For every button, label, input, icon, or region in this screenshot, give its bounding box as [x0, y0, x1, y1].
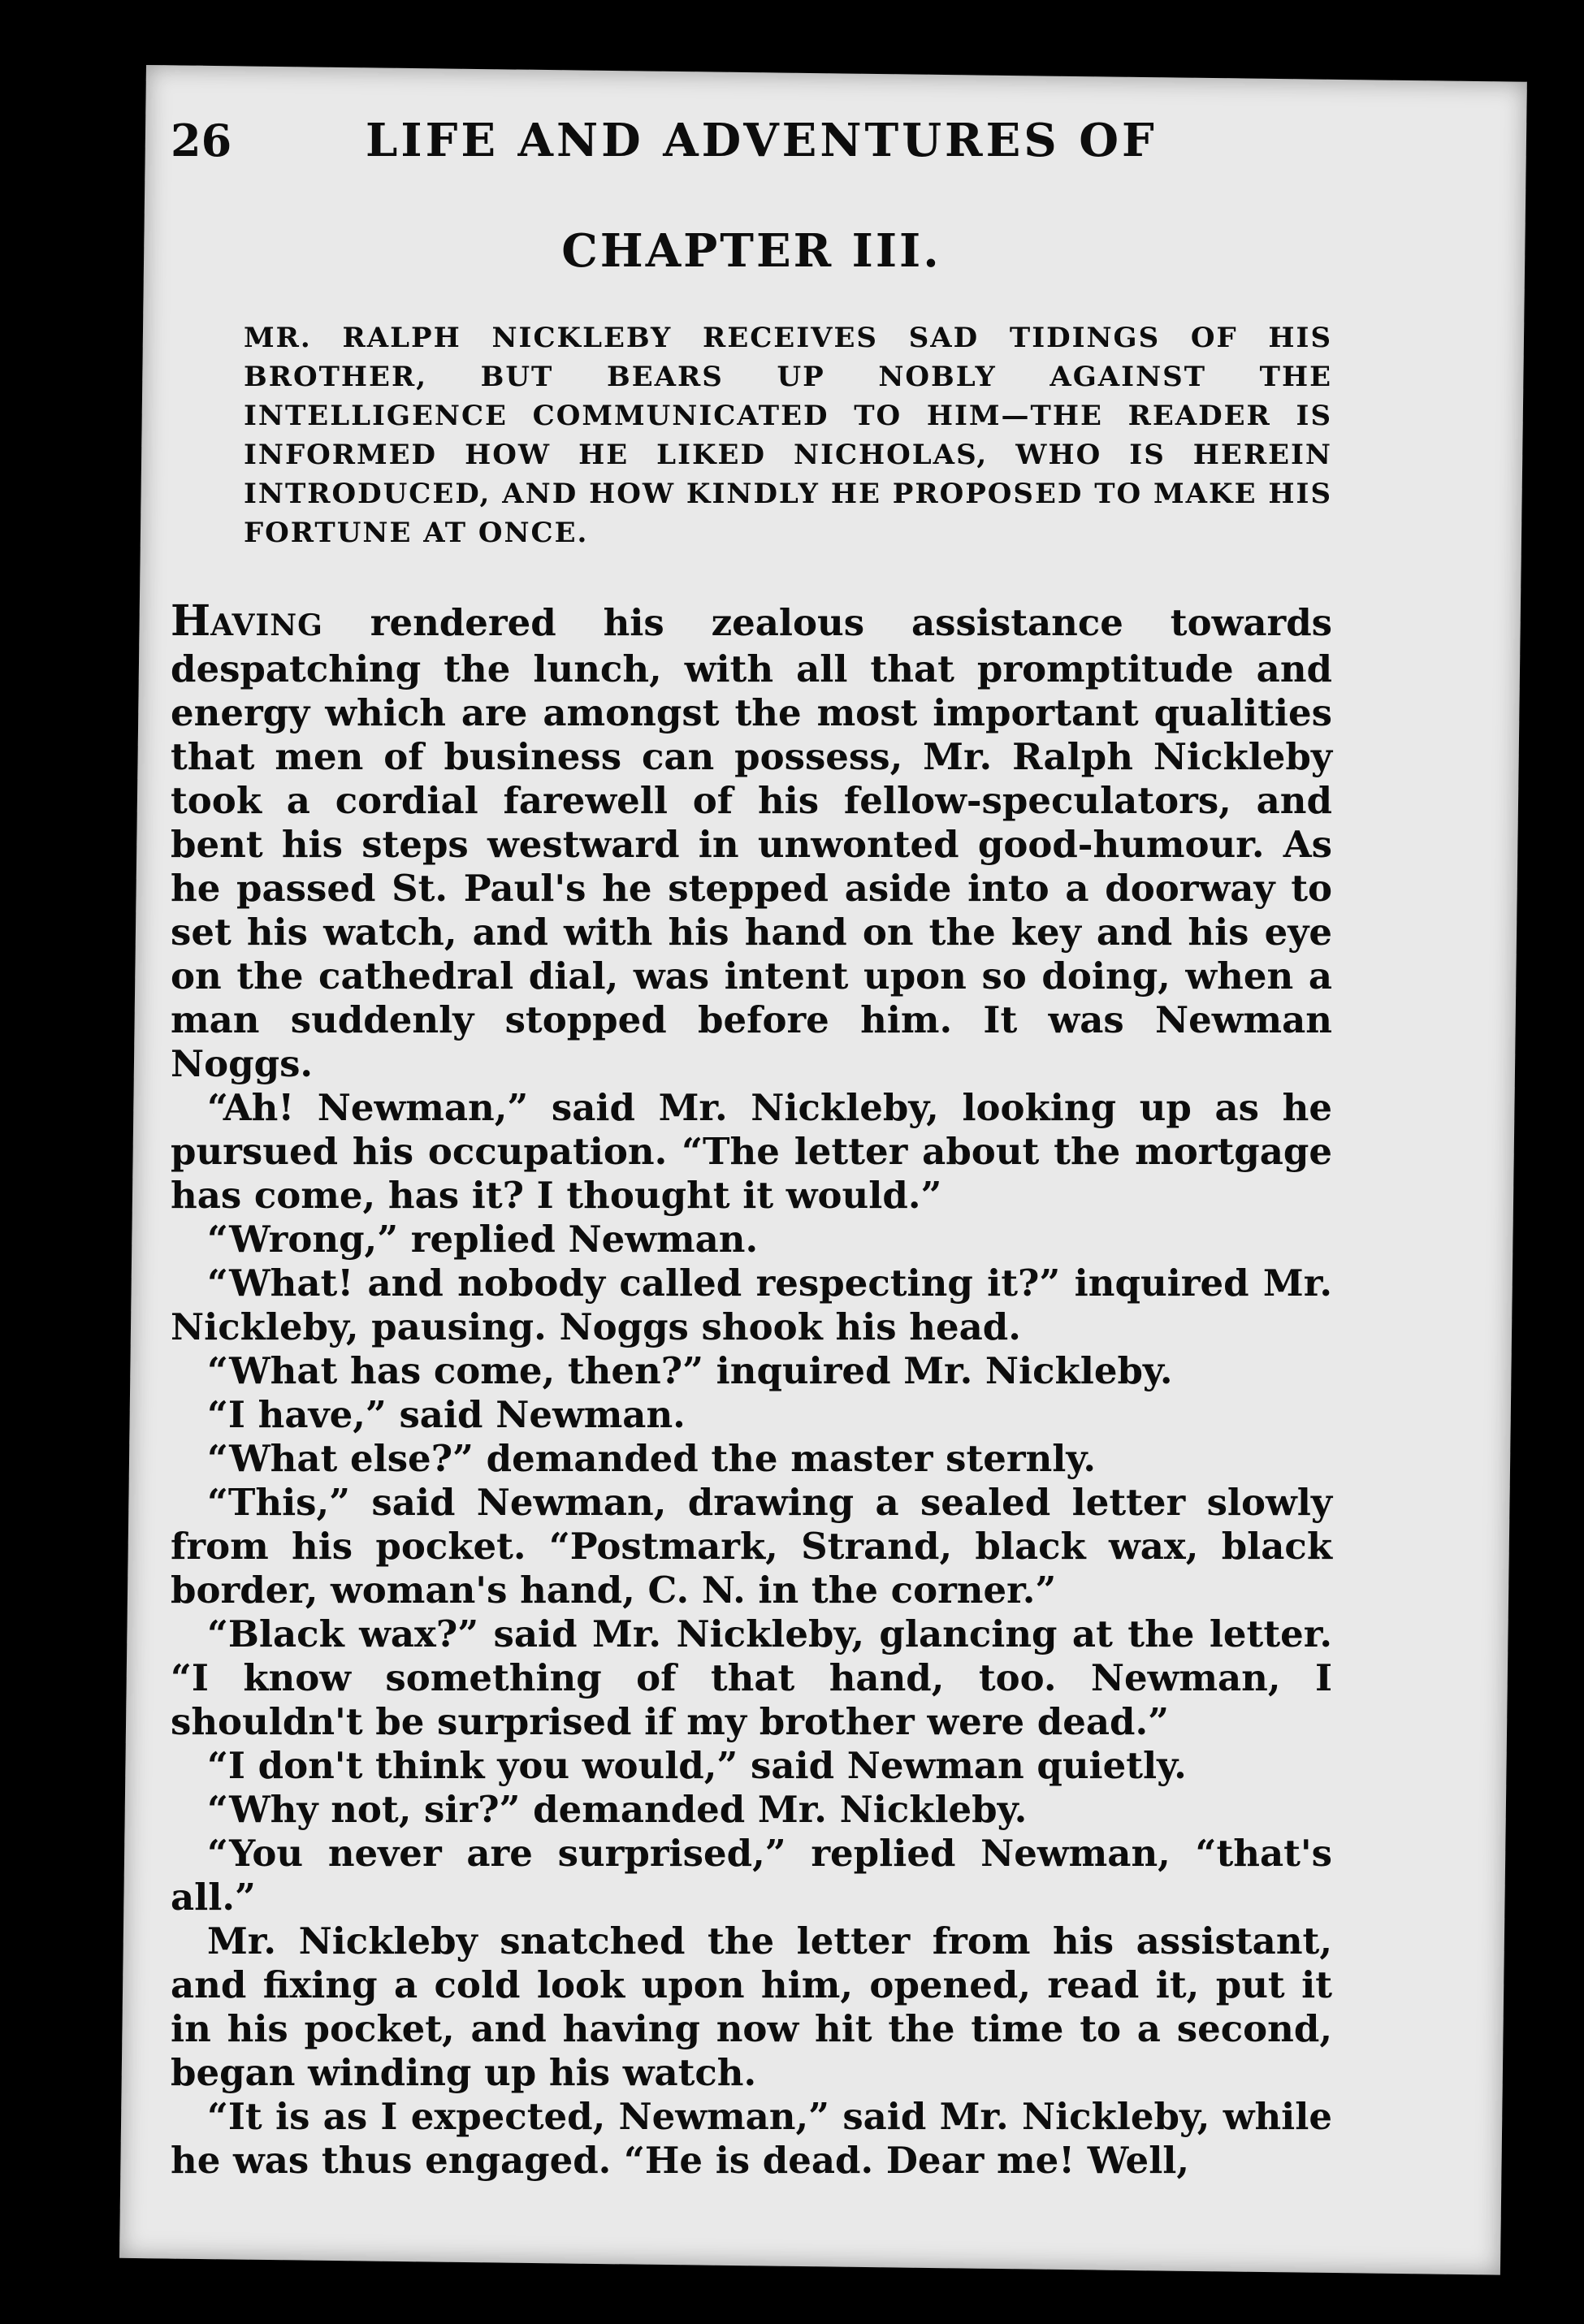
paragraph: “I have,” said Newman. [207, 1393, 686, 1436]
paragraph: “What! and nobody called respecting it?” inquired Mr. Nickleby, pausing. Noggs shook his head. [171, 1262, 1332, 1348]
running-head [171, 114, 1332, 167]
paragraph: “You never are surprised,” replied Newman, “that's all.” [171, 1832, 1332, 1919]
paragraph: “What has come, then?” inquired Mr. Nickleby. [207, 1349, 1173, 1392]
first-paragraph-text: rendered his zealous assistance towards despatching the lunch, with all that promptitude and energy which are amongst the most important qualities that men of business can possess, Mr. Ralph Nickleby took a cordial farewell of his fellow-speculators, and bent his steps westward in unwonted good-humour. As he passed St. Paul's he stepped aside into a doorway to set his watch, and with his hand on the key and his eye on the cathedral dial, was intent upon so doing, when a man suddenly stopped before him. It was Newman Noggs. [171, 601, 1332, 1085]
paragraph: “What else?” demanded the master sternly. [207, 1437, 1097, 1480]
paragraph: “It is as I expected, Newman,” said Mr. Nickleby, while he was thus engaged. “He is dead. Dear me! Well, [171, 2095, 1332, 2182]
paragraph: Mr. Nickleby snatched the letter from his assistant, and fixing a cold look upon him, opened, read it, put it in his pocket, and having now hit the time to a second, began winding up his watch. [171, 1919, 1332, 2094]
paragraph: “Black wax?” said Mr. Nickleby, glancing at the letter. “I know something of that hand, too. Newman, I shouldn't be surprised if my brother were dead.” [171, 1612, 1332, 1743]
paragraph: “Wrong,” replied Newman. [207, 1218, 759, 1261]
chapter-synopsis: MR. RALPH NICKLEBY RECEIVES SAD TIDINGS OF HIS BROTHER, BUT BEARS UP NOBLY AGAINST THE INTELLIGENCE COMMUNICATED TO HIM—THE READER IS INFORMED HOW HE LIKED NICHOLAS, WHO IS HEREIN INTRODUCED, AND HOW KINDLY HE PROPOSED TO MAKE HIS FORTUNE AT ONCE. [244, 322, 1332, 549]
first-paragraph [171, 596, 1332, 1086]
paragraph: “This,” said Newman, drawing a sealed letter slowly from his pocket. “Postmark, Strand, black wax, black border, woman's hand, C. N. in the corner.” [171, 1481, 1332, 1612]
paragraph: “Ah! Newman,” said Mr. Nickleby, looking up as he pursued his occupation. “The letter about the mortgage has come, has it? I thought it would.” [171, 1086, 1332, 1217]
page-text [171, 114, 1332, 2183]
page-number: 26 [171, 115, 232, 167]
running-title: LIFE AND ADVENTURES OF [366, 114, 1158, 167]
drop-cap: H [171, 596, 211, 646]
paragraph: “Why not, sir?” demanded Mr. Nickleby. [207, 1788, 1028, 1831]
first-word-smallcaps: AVING [210, 608, 323, 643]
paragraph: “I don't think you would,” said Newman quietly. [207, 1744, 1187, 1787]
chapter-title: CHAPTER III. [561, 224, 941, 278]
